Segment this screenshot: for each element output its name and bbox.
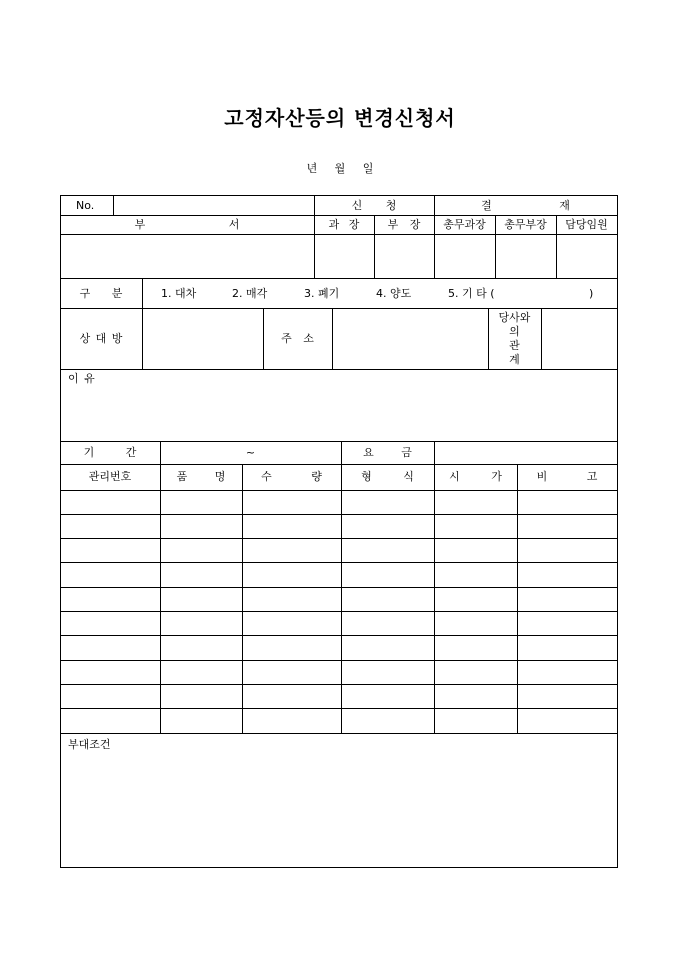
relation-label-3: 관 — [509, 339, 520, 352]
approver-ga-director: 총무부장 — [504, 218, 547, 231]
page-title: 고정자산등의 변경신청서 — [224, 106, 456, 130]
category-option-lease: 1. 대차 — [161, 287, 197, 300]
category-option-transfer: 4. 양도 — [376, 287, 412, 300]
table-row[interactable] — [61, 709, 617, 733]
rule — [60, 441, 618, 442]
col-type: 형 식 — [361, 470, 414, 483]
address-label: 주 소 — [281, 332, 314, 345]
relation-label-2: 의 — [509, 325, 520, 338]
approver-officer: 담당임원 — [565, 218, 608, 231]
rule — [142, 278, 143, 308]
rule — [113, 195, 114, 215]
rule — [60, 369, 618, 370]
relation-label-1: 당사와 — [498, 311, 531, 324]
counterparty-label: 상 대 방 — [79, 332, 123, 345]
rule — [142, 308, 143, 369]
rule — [60, 215, 618, 216]
table-row[interactable] — [61, 563, 617, 587]
table-row[interactable] — [61, 588, 617, 611]
reason-label: 이 유 — [68, 372, 95, 385]
fee-label: 요 금 — [363, 446, 412, 459]
rule — [332, 308, 333, 369]
period-tilde: ~ — [245, 446, 256, 459]
category-option-other: 5. 기 타 ( — [448, 287, 495, 300]
rule — [60, 308, 618, 309]
approver-team-lead: 과 장 — [328, 218, 360, 231]
category-close-paren: ) — [589, 287, 594, 300]
approver-ga-manager: 총무과장 — [443, 218, 486, 231]
col-market-price: 시 가 — [449, 470, 502, 483]
border-right — [617, 195, 618, 868]
col-item-name: 품 명 — [176, 470, 226, 483]
relation-label-4: 계 — [509, 353, 520, 366]
period-label: 기 간 — [83, 446, 137, 459]
table-row[interactable] — [61, 491, 617, 514]
category-option-sale: 2. 매각 — [232, 287, 268, 300]
category-label: 구 분 — [79, 287, 123, 300]
table-row[interactable] — [61, 661, 617, 684]
table-row[interactable] — [61, 685, 617, 708]
border-bottom — [60, 867, 618, 868]
rule — [60, 234, 618, 235]
no-label: No. — [76, 199, 95, 212]
col-mgmt-no: 관리번호 — [88, 470, 132, 483]
rule — [60, 464, 618, 465]
dept-label: 부 서 — [134, 218, 240, 231]
col-quantity: 수 량 — [261, 470, 322, 483]
apply-label: 신 청 — [351, 199, 397, 212]
border-top — [60, 195, 618, 196]
rule — [60, 278, 618, 279]
col-remarks: 비 고 — [536, 470, 598, 483]
table-row[interactable] — [61, 539, 617, 562]
rule — [541, 308, 542, 369]
table-row[interactable] — [61, 612, 617, 635]
conditions-label: 부대조건 — [68, 738, 111, 751]
table-row[interactable] — [61, 515, 617, 538]
approval-label: 결 재 — [481, 199, 570, 212]
rule — [60, 733, 618, 734]
approver-dept-head: 부 장 — [387, 218, 421, 231]
category-option-disposal: 3. 폐기 — [304, 287, 340, 300]
date-line: 년 월 일 — [306, 162, 374, 175]
table-row[interactable] — [61, 636, 617, 660]
